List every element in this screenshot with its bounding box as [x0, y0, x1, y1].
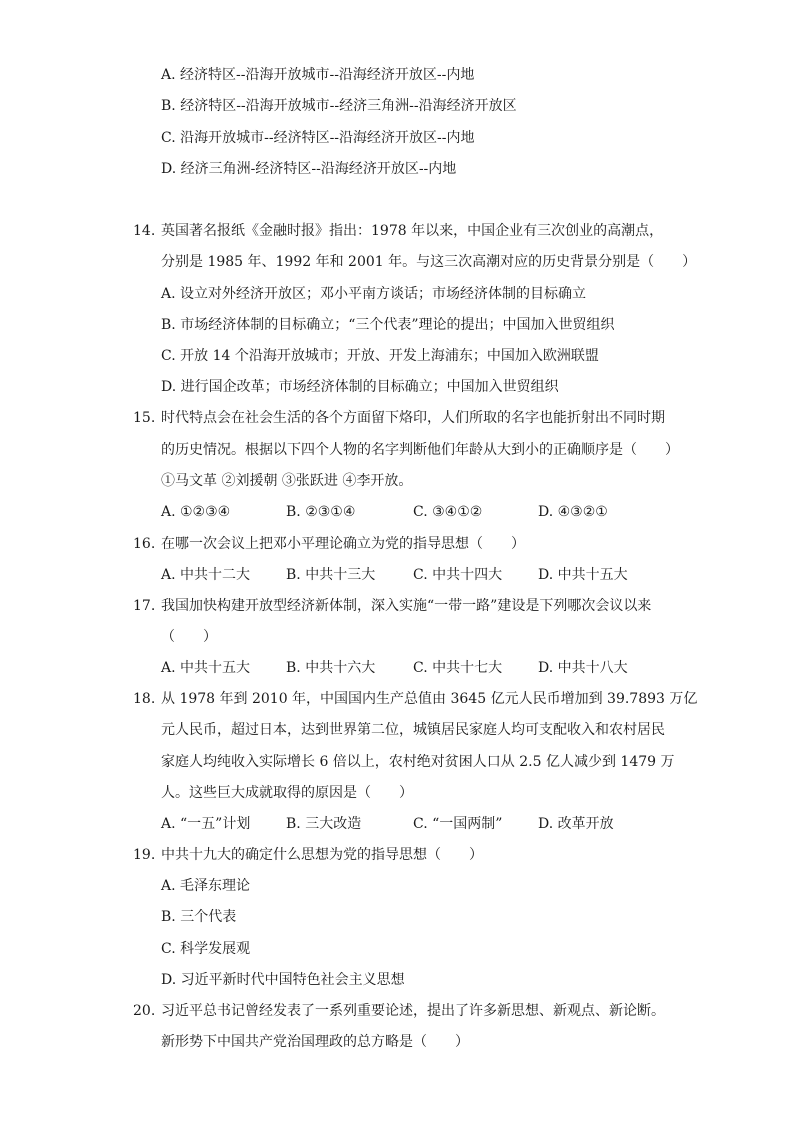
- option-a: A. 中共十五大: [161, 660, 251, 676]
- question-stem-line: 家庭人均纯收入实际增长 6 倍以上，农村绝对贫困人口从 2.5 亿人减少到 1479 万: [161, 754, 675, 770]
- question-number: 16.: [133, 536, 156, 552]
- option-c: C. 开放 14 个沿海开放城市；开放、开发上海浦东；中国加入欧洲联盟: [161, 348, 599, 364]
- option-b: B. 三大改造: [286, 816, 362, 832]
- options-row: [161, 565, 661, 585]
- question-number: 20.: [133, 1003, 156, 1019]
- option-c: C. 科学发展观: [161, 941, 251, 957]
- question-number: 14.: [133, 223, 156, 239]
- option-a: A. 毛泽东理论: [161, 878, 251, 894]
- option-c: C. 中共十四大: [413, 567, 503, 583]
- options-row: [161, 814, 661, 834]
- question-stem-line: 我国加快构建开放型经济新体制，深入实施“一带一路”建设是下列哪次会议以来: [161, 598, 652, 614]
- question-stem-line: （ ）: [161, 629, 217, 645]
- options-row: [161, 658, 661, 678]
- question-number: 19.: [133, 847, 156, 863]
- option-b: B. 市场经济体制的目标确立；“三个代表”理论的提出；中国加入世贸组织: [161, 317, 615, 333]
- question-stem-line: 分别是 1985 年、1992 年和 2001 年。与这三次高潮对应的历史背景分别是（ ）: [161, 254, 697, 270]
- options-row: [161, 502, 661, 522]
- option-d: D. 中共十五大: [538, 567, 628, 583]
- option-b: B. 中共十六大: [286, 660, 376, 676]
- option-a: A. 中共十二大: [161, 567, 251, 583]
- question-stem-line: 在哪一次会议上把邓小平理论确立为党的指导思想（ ）: [161, 536, 525, 552]
- question-number: 18.: [133, 691, 156, 707]
- question-stem-line: 习近平总书记曾经发表了一系列重要论述，提出了许多新思想、新观点、新论断。: [161, 1003, 665, 1019]
- option-d: D. 中共十八大: [538, 660, 628, 676]
- option-b: B. 三个代表: [161, 909, 237, 925]
- option-a: A. 经济特区--沿海开放城市--沿海经济开放区--内地: [161, 67, 475, 83]
- option-a: A. ①②③④: [161, 504, 231, 520]
- question-stem-line: ①马文革 ②刘援朝 ③张跃进 ④李开放。: [161, 473, 413, 489]
- option-c: C. 中共十七大: [413, 660, 503, 676]
- question-stem-line: 时代特点会在社会生活的各个方面留下烙印，人们所取的名字也能折射出不同时期: [161, 410, 665, 426]
- option-a: A. “一五”计划: [161, 816, 251, 832]
- question-stem-line: 人。这些巨大成就取得的原因是（ ）: [161, 785, 413, 801]
- option-c: C. “一国两制”: [413, 816, 503, 832]
- question-number: 17.: [133, 598, 156, 614]
- question-number: 15.: [133, 410, 156, 426]
- option-d: D. 进行国企改革；市场经济体制的目标确立；中国加入世贸组织: [161, 379, 559, 395]
- option-a: A. 设立对外经济开放区；邓小平南方谈话；市场经济体制的目标确立: [161, 286, 587, 302]
- option-b: B. 经济特区--沿海开放城市--经济三角洲--沿海经济开放区: [161, 98, 517, 114]
- question-stem-line: 的历史情况。根据以下四个人物的名字判断他们年龄从大到小的正确顺序是（ ）: [161, 442, 679, 458]
- option-c: C. ③④①②: [413, 504, 483, 520]
- option-d: D. 经济三角洲-经济特区--沿海经济开放区--内地: [161, 161, 457, 177]
- question-stem-line: 新形势下中国共产党治国理政的总方略是（ ）: [161, 1034, 469, 1050]
- question-stem-line: 英国著名报纸《金融时报》指出：1978 年以来，中国企业有三次创业的高潮点，: [161, 223, 664, 239]
- option-d: D. 习近平新时代中国特色社会主义思想: [161, 972, 405, 988]
- question-stem-line: 从 1978 年到 2010 年，中国国内生产总值由 3645 亿元人民币增加到 39.7893 万亿: [161, 691, 698, 707]
- option-d: D. ④③②①: [538, 504, 608, 520]
- option-b: B. 中共十三大: [286, 567, 376, 583]
- option-d: D. 改革开放: [538, 816, 614, 832]
- option-b: B. ②③①④: [286, 504, 356, 520]
- option-c: C. 沿海开放城市--经济特区--沿海经济开放区--内地: [161, 130, 475, 146]
- question-stem-line: 元人民币，超过日本，达到世界第二位，城镇居民家庭人均可支配收入和农村居民: [161, 722, 665, 738]
- question-stem-line: 中共十九大的确定什么思想为党的指导思想（ ）: [161, 847, 483, 863]
